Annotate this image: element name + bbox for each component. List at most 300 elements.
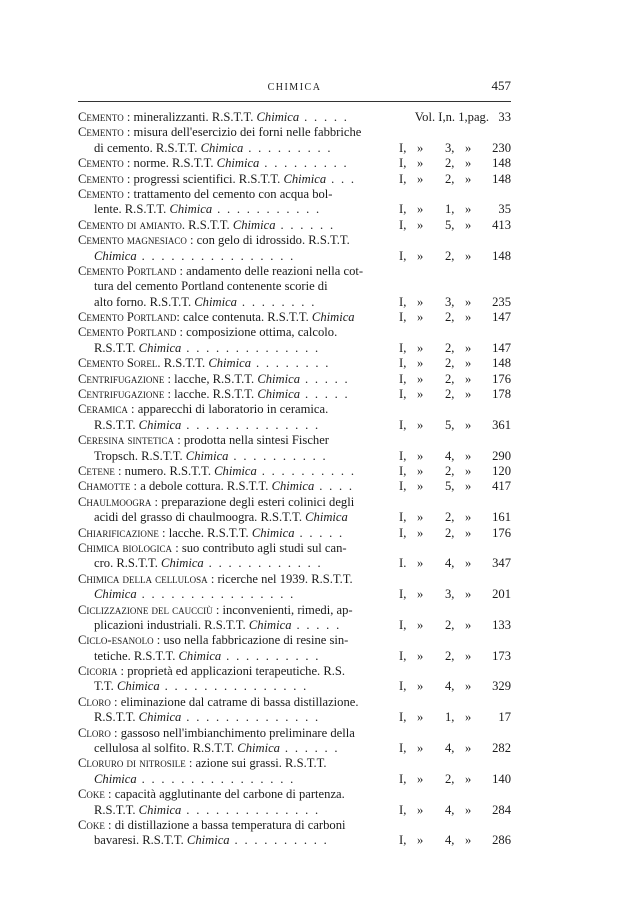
entry-description: : andamento delle reazioni nella cot-: [176, 263, 364, 278]
entry-first-line: [78, 402, 511, 417]
entry-text: [78, 633, 348, 647]
page-number: 457: [491, 78, 511, 93]
ref-issue-ditto: »: [417, 771, 424, 786]
entry-text: [78, 310, 355, 324]
index-entry: [78, 356, 511, 371]
entry-continuation-line: [78, 741, 511, 756]
ref-page: 290: [492, 448, 511, 463]
entry-reference: [415, 110, 511, 125]
dot-leader: . . . . .: [299, 110, 349, 124]
ref-issue: 2,: [445, 356, 455, 371]
ref-page-ditto: »: [465, 387, 472, 402]
entry-description: : suo contributo agli studi sul can-: [172, 540, 347, 555]
ref-page-ditto: »: [465, 525, 472, 540]
dot-leader: . . . . . . . . . . .: [212, 202, 321, 217]
entry-description: : trattamento del cemento con acqua bol-: [123, 186, 333, 201]
dot-leader: . . . . . . . . . .: [221, 648, 321, 663]
journal-name: Chimica: [138, 802, 182, 817]
entry-term: Cemento: [78, 186, 124, 201]
ref-page: 284: [492, 802, 511, 817]
ref-issue: 4,: [445, 448, 455, 463]
entry-first-line: [78, 541, 511, 556]
ref-issue-ditto: »: [417, 587, 424, 602]
ref-page-ditto: »: [465, 679, 472, 694]
entry-reference: [399, 141, 511, 156]
entry-text: [78, 479, 354, 493]
ref-issue: 4,: [445, 802, 455, 817]
entry-text: [78, 187, 333, 201]
ref-issue: 1,: [445, 710, 455, 725]
ref-page-ditto: »: [465, 617, 472, 632]
entry-first-line: [78, 218, 511, 233]
ref-issue-ditto: »: [417, 833, 424, 848]
entry-term: Cemento Portland: [78, 325, 177, 340]
entry-text: [94, 295, 316, 309]
index-entry: [78, 756, 511, 787]
ref-issue: 3,: [445, 140, 455, 155]
journal-name: Chimica: [305, 510, 348, 525]
ref-issue: 2,: [445, 371, 455, 386]
entry-description: : eliminazione dal catrame di bassa distillazione.: [110, 694, 359, 709]
ref-page: 178: [492, 387, 511, 402]
entry-reference: [399, 618, 511, 633]
journal-name: Chimica: [94, 587, 137, 602]
entry-description: : di distillazione a bassa temperatura di carboni: [104, 817, 346, 832]
entry-description: bavaresi. R.S.T.T.: [94, 833, 187, 848]
ref-page-ditto: »: [465, 479, 472, 494]
ref-issue: 3,: [445, 294, 455, 309]
ref-page: 133: [492, 617, 511, 632]
entry-description: Tropsch. R.S.T.T.: [94, 448, 186, 463]
ref-page: 33: [498, 110, 511, 124]
dot-leader: . . . . . . . . . . . . . .: [181, 802, 320, 817]
dot-leader: . . . . . . . . . . . . . . .: [159, 679, 309, 694]
ref-issue: 2,: [445, 156, 455, 171]
entry-text: [94, 556, 323, 570]
ref-issue: 4,: [445, 741, 455, 756]
ref-issue: 2,: [445, 510, 455, 525]
ref-page-ditto: »: [465, 833, 472, 848]
journal-name: Chimica: [185, 448, 229, 463]
entry-description: : prodotta nella sintesi Fischer: [174, 433, 329, 448]
entry-first-line: [78, 264, 511, 279]
entry-description: T.T.: [94, 679, 117, 694]
entry-first-line: [78, 479, 511, 494]
ref-page: 140: [492, 771, 511, 786]
entry-text: [78, 603, 353, 617]
index-entry: [78, 433, 511, 464]
entry-description: : con gelo di idrossido. R.S.T.T.: [186, 233, 350, 248]
entry-text: [78, 664, 345, 678]
entry-text: [78, 402, 328, 416]
entry-text: [94, 587, 295, 601]
ref-issue: 2,: [445, 340, 455, 355]
entry-text: [94, 741, 339, 755]
entry-term: Chamotte: [78, 479, 131, 494]
entry-text: [94, 833, 329, 847]
dot-leader: . . . . . . . .: [236, 294, 317, 309]
entry-first-line: [78, 325, 511, 340]
entry-description: : numero. R.S.T.T.: [114, 463, 215, 478]
ref-issue: 2,: [445, 617, 455, 632]
entry-continuation-line: [78, 649, 511, 664]
journal-name: Chimica: [257, 371, 300, 386]
dot-leader: . . . . . . . . . .: [229, 833, 329, 848]
entry-first-line: [78, 603, 511, 618]
ref-issue-ditto: »: [417, 463, 424, 478]
ref-page: 176: [492, 371, 511, 386]
journal-name: Chimica: [271, 479, 315, 494]
dot-leader: . . . . .: [300, 387, 350, 402]
ref-issue-ditto: »: [417, 648, 424, 663]
ref-issue-ditto: »: [417, 294, 424, 309]
entry-text: [94, 618, 341, 632]
entry-text: [78, 172, 356, 186]
index-entry: [78, 110, 511, 125]
journal-name: Chimica: [138, 417, 182, 432]
ref-page: 201: [492, 587, 511, 602]
index-entry: [78, 172, 511, 187]
entry-term: Chaulmoogra: [78, 494, 152, 509]
entry-first-line: [78, 310, 511, 325]
ref-page-ditto: »: [465, 248, 472, 263]
ref-volume: I,: [399, 202, 407, 217]
entry-first-line: [78, 572, 511, 587]
journal-name: Chimica: [214, 463, 257, 478]
journal-name: Chimica: [169, 202, 213, 217]
index-entry: [78, 310, 511, 325]
index-entry: [78, 372, 511, 387]
ref-issue-ditto: »: [417, 556, 424, 571]
journal-name: Chimica: [283, 171, 327, 186]
ref-issue: 5,: [445, 217, 455, 232]
ref-page: 329: [492, 679, 511, 694]
ref-issue: 5,: [445, 479, 455, 494]
ref-issue: 5,: [445, 417, 455, 432]
ref-volume: I,: [399, 833, 407, 848]
ref-issue: 3,: [445, 587, 455, 602]
entry-first-line: [78, 387, 511, 402]
entry-reference: [399, 649, 511, 664]
entry-reference: [399, 249, 511, 264]
ref-page: 148: [492, 248, 511, 263]
entry-description: tetiche. R.S.T.T.: [94, 648, 179, 663]
entry-term: Chimica della cellulosa: [78, 571, 208, 586]
entry-continuation-line: [78, 710, 511, 725]
index-entry: [78, 187, 511, 218]
entry-reference: [399, 372, 511, 387]
ref-page-ditto: »: [465, 463, 472, 478]
ref-issue: 2,: [445, 525, 455, 540]
entry-description: plicazioni industriali. R.S.T.T.: [94, 617, 249, 632]
entry-text: [94, 679, 308, 693]
ref-volume: I,: [399, 417, 407, 432]
index-entry: [78, 603, 511, 634]
ref-issue-ditto: »: [417, 448, 424, 463]
ref-issue: 2,: [445, 171, 455, 186]
entry-description: : preparazione degli esteri colinici degli: [151, 494, 355, 509]
entry-term: Cloro: [78, 694, 111, 709]
entry-description: : gassoso nell'imbianchimento preliminare della: [110, 725, 355, 740]
entry-reference: [399, 833, 511, 848]
ref-page-ditto: »: [465, 140, 472, 155]
entry-text: [78, 818, 346, 832]
ref-volume: I.: [399, 556, 407, 571]
entry-first-line: [78, 818, 511, 833]
ref-page-ditto: »: [465, 202, 472, 217]
entry-term: Cloro: [78, 725, 111, 740]
entry-text: [78, 264, 363, 278]
ref-page: 148: [492, 171, 511, 186]
journal-name: Chimica: [208, 356, 252, 371]
entry-reference: [399, 479, 511, 494]
entry-first-line: [78, 633, 511, 648]
entry-description: lente. R.S.T.T.: [94, 202, 170, 217]
entry-term: Coke: [78, 817, 105, 832]
ref-issue-ditto: »: [417, 356, 424, 371]
entry-text: [78, 695, 359, 709]
entry-text: [78, 464, 356, 478]
entry-term: Ciclizzazione del caucciù: [78, 602, 213, 617]
entry-term: Cemento Portland: [78, 310, 177, 325]
entry-term: Ceramica: [78, 402, 128, 417]
ref-issue-ditto: »: [417, 679, 424, 694]
ref-page-ditto: »: [465, 310, 472, 325]
dot-leader: . . . . . . . . . . . . . . . .: [136, 248, 296, 263]
entry-text: [94, 803, 320, 817]
entry-description: : apparecchi di laboratorio in ceramica.: [127, 402, 329, 417]
entry-reference: [399, 679, 511, 694]
ref-issue: 2,: [445, 248, 455, 263]
ref-issue: 1,: [445, 202, 455, 217]
index-entry: [78, 572, 511, 603]
index-entry: [78, 464, 511, 479]
entry-reference: [399, 741, 511, 756]
entry-reference: [399, 772, 511, 787]
ref-issue-ditto: »: [417, 710, 424, 725]
dot-leader: . . . . .: [294, 525, 344, 540]
ref-page-ditto: »: [465, 340, 472, 355]
ref-issue-ditto: »: [417, 248, 424, 263]
entry-reference: [399, 418, 511, 433]
ref-volume: I,: [399, 371, 407, 386]
ref-page-ditto: »: [465, 171, 472, 186]
index-entry: [78, 633, 511, 664]
ref-issue-ditto: »: [417, 510, 424, 525]
ref-issue: 2,: [445, 310, 455, 325]
ref-volume: I,: [399, 171, 407, 186]
entry-description: . R.S.T.T.: [181, 217, 233, 232]
entry-term: Cemento di amianto: [78, 217, 182, 232]
entry-description: : lacche, R.S.T.T.: [164, 371, 258, 386]
ref-page-ditto: »: [465, 417, 472, 432]
index-entry: [78, 387, 511, 402]
entry-first-line: [78, 233, 511, 248]
ref-page-ditto: »: [465, 294, 472, 309]
entry-text: [78, 541, 347, 555]
ref-page-ditto: »: [465, 371, 472, 386]
dot-leader: . . . . . . . . . . . . . .: [181, 340, 320, 355]
entry-reference: [399, 341, 511, 356]
ref-volume: I,: [399, 387, 407, 402]
dot-leader: . . .: [326, 171, 356, 186]
entry-description: R.S.T.T.: [94, 340, 139, 355]
index-entry: [78, 695, 511, 726]
ref-page-ditto: »: [465, 510, 472, 525]
ref-volume: I,: [399, 525, 407, 540]
ref-page: 230: [492, 140, 511, 155]
index-entry: [78, 402, 511, 433]
entry-term: Cemento: [78, 156, 124, 171]
ref-issue: 4,: [445, 679, 455, 694]
header-rule: [78, 101, 511, 102]
journal-name: Chimica: [138, 340, 182, 355]
index-entry: [78, 479, 511, 494]
entry-first-line: [78, 526, 511, 541]
entry-text: [78, 125, 361, 139]
entry-description: : norme. R.S.T.T.: [123, 156, 217, 171]
entry-reference: [399, 356, 511, 371]
entry-reference: [399, 526, 511, 541]
dot-leader: . . . . . . . . .: [243, 140, 333, 155]
journal-name: Chimica: [251, 525, 295, 540]
entry-continuation-line: [78, 772, 511, 787]
entry-reference: [399, 310, 511, 325]
index-entry: [78, 495, 511, 526]
entry-description: : misura dell'esercizio dei forni nelle fabbriche: [123, 125, 362, 140]
ref-page-ditto: »: [465, 217, 472, 232]
entry-reference: [399, 387, 511, 402]
entry-first-line: [78, 372, 511, 387]
entry-first-line: [78, 356, 511, 371]
entry-first-line: [78, 695, 511, 710]
entry-text: [94, 202, 321, 216]
entry-text: [94, 141, 332, 155]
dot-leader: . . . . . . . . .: [259, 156, 349, 171]
ref-page: 286: [492, 833, 511, 848]
index-entry: [78, 541, 511, 572]
ref-issue-ditto: »: [417, 202, 424, 217]
entry-text: [94, 710, 320, 724]
entry-description: alto forno. R.S.T.T.: [94, 294, 195, 309]
entry-continuation-line: [78, 341, 511, 356]
entry-description: R.S.T.T.: [94, 417, 139, 432]
ref-page-ditto: »: [465, 356, 472, 371]
ref-page: 361: [492, 417, 511, 432]
ref-page-ditto: »: [465, 587, 472, 602]
entry-reference: [399, 295, 511, 310]
ref-volume: I,: [399, 679, 407, 694]
entry-text: [94, 449, 327, 463]
entry-reference: [399, 710, 511, 725]
ref-page-ditto: »: [465, 556, 472, 571]
entry-description: : proprietà ed applicazioni terapeutiche. R.S.: [117, 664, 346, 679]
ref-page: 235: [492, 294, 511, 309]
ref-issue-ditto: »: [417, 417, 424, 432]
entry-text: [78, 356, 330, 370]
ref-issue-ditto: »: [417, 479, 424, 494]
journal-name: Chimica: [237, 741, 280, 756]
entry-description: cro. R.S.T.T.: [94, 556, 162, 571]
entry-continuation-line: [78, 803, 511, 818]
ref-issue-ditto: »: [417, 156, 424, 171]
entry-description: : azione sui grassi. R.S.T.T.: [185, 756, 327, 771]
entry-description: : ricerche nel 1939. R.S.T.T.: [207, 571, 353, 586]
ref-page: 347: [492, 556, 511, 571]
entry-term: Cicoria: [78, 664, 118, 679]
ref-volume: I,: [399, 587, 407, 602]
journal-name: Chimica: [94, 771, 137, 786]
ref-page: 417: [492, 479, 511, 494]
entry-reference: [399, 803, 511, 818]
ref-volume: I,: [399, 463, 407, 478]
entry-first-line: [78, 187, 511, 202]
dot-leader: . . . . . . . . . .: [228, 448, 328, 463]
index-entry: [78, 526, 511, 541]
journal-name: Chimica: [200, 140, 244, 155]
ref-page-ditto: »: [465, 771, 472, 786]
ref-page-ditto: »: [465, 741, 472, 756]
index-entry: [78, 664, 511, 695]
entry-term: Cloruro di nitrosile: [78, 756, 186, 771]
entry-text: [78, 325, 337, 339]
dot-leader: . . . .: [314, 479, 354, 494]
entry-description: : mineralizzanti. R.S.T.T.: [123, 110, 257, 124]
ref-page: 161: [492, 510, 511, 525]
ref-page: 120: [492, 463, 511, 478]
ref-page: 17: [498, 710, 511, 725]
ref-volume: I,: [399, 294, 407, 309]
entry-first-line: [78, 787, 511, 802]
entry-description: : capacità agglutinante del carbone di partenza.: [104, 787, 345, 802]
entry-reference: [399, 156, 511, 171]
ref-page: 413: [492, 217, 511, 232]
entry-description: : lacche. R.S.T.T.: [158, 525, 252, 540]
ref-volume: I,: [399, 356, 407, 371]
ref-issue: 4,: [445, 556, 455, 571]
dot-leader: . . . . . . . . . . . . . . . .: [136, 771, 296, 786]
entry-reference: [399, 587, 511, 602]
journal-name: Chimica: [186, 833, 230, 848]
entry-text: [94, 772, 295, 786]
entry-continuation-line: [78, 679, 511, 694]
entry-continuation-line: [78, 295, 511, 310]
entry-text: [94, 510, 348, 524]
entry-first-line: [78, 464, 511, 479]
index-entries: [78, 110, 511, 849]
ref-volume: I,: [399, 741, 407, 756]
entry-text: [78, 233, 350, 247]
ref-volume: Vol. I,: [414, 110, 446, 124]
ref-volume: I,: [399, 617, 407, 632]
entry-text: [78, 572, 353, 586]
ref-issue: 2,: [445, 648, 455, 663]
entry-description: R.S.T.T.: [94, 802, 139, 817]
ref-issue-ditto: »: [417, 171, 424, 186]
ref-issue-ditto: »: [417, 140, 424, 155]
ref-page-ditto: »: [465, 802, 472, 817]
entry-description: di cemento. R.S.T.T.: [94, 140, 201, 155]
entry-reference: [399, 202, 511, 217]
entry-description: : a debole cottura. R.S.T.T.: [130, 479, 272, 494]
ref-volume: I,: [399, 310, 407, 325]
entry-continuation-line: [78, 510, 511, 525]
entry-term: Chiarificazione: [78, 525, 159, 540]
entry-text: [94, 649, 320, 663]
ref-page: 148: [492, 356, 511, 371]
dot-leader: . . . . . . . .: [251, 356, 331, 371]
dot-leader: . . . . . . . . . . . . . .: [181, 710, 320, 725]
